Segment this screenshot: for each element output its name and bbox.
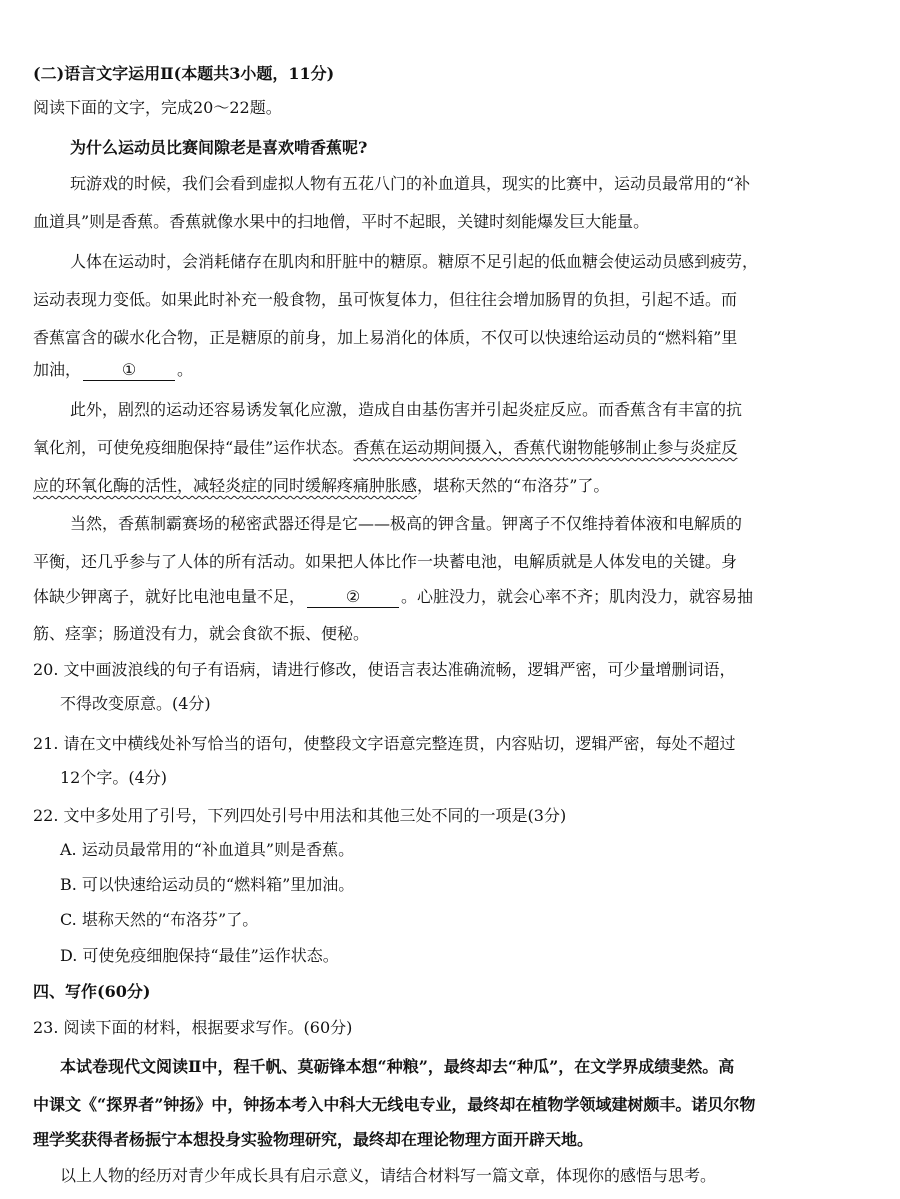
section-heading: (二)语言文字运用Ⅱ(本题共3小题，11分)	[33, 64, 335, 83]
option-b: B. 可以快速给运动员的“燃料箱”里加油。	[60, 875, 355, 894]
material-line: 理学奖获得者杨振宁本想投身实验物理研究，最终却在理论物理方面开辟天地。	[33, 1130, 594, 1149]
passage-text: 。心脏没力，就会心率不齐；肌肉没力，就容易抽	[401, 587, 754, 606]
passage-text: 体缺少钾离子，就好比电池电量不足，	[33, 587, 306, 606]
passage-title: 为什么运动员比赛间隙老是喜欢啃香蕉呢?	[70, 138, 368, 157]
writing-prompt: 以上人物的经历对青少年成长具有启示意义，请结合材料写一篇文章，体现你的感悟与思考。	[60, 1166, 717, 1185]
wavy-underlined-sentence: 应的环氧化酶的活性，减轻炎症的同时缓解疼痛肿胀感	[33, 476, 418, 495]
passage-text: 氧化剂，可使免疫细胞保持“最佳”运作状态。	[33, 438, 354, 457]
passage-line-with-blank	[33, 358, 193, 382]
question-23: 23. 阅读下面的材料，根据要求写作。(60分)	[33, 1018, 353, 1037]
passage-line: 香蕉富含的碳水化合物，正是糖原的前身，加上易消化的体质，不仅可以快速给运动员的“燃料箱”里	[33, 328, 738, 347]
passage-line: 当然，香蕉制霸赛场的秘密武器还得是它——极高的钾含量。钾离子不仅维持着体液和电解质的	[70, 514, 743, 533]
material-line: 本试卷现代文阅读Ⅱ中，程千帆、莫砺锋本想“种粮”，最终却去“种瓜”，在文学界成绩斐然。高	[60, 1057, 735, 1076]
passage-text: 加油，	[33, 360, 82, 379]
passage-text: 。	[177, 360, 194, 379]
fill-blank-2: ②	[307, 587, 399, 608]
passage-line: 血道具”则是香蕉。香蕉就像水果中的扫地僧，平时不起眼，关键时刻能爆发巨大能量。	[33, 212, 650, 231]
option-d: D. 可使免疫细胞保持“最佳”运作状态。	[60, 946, 339, 965]
passage-line: 人体在运动时，会消耗储存在肌肉和肝脏中的糖原。糖原不足引起的低血糖会使运动员感到疲劳，	[70, 252, 759, 271]
passage-line: 此外，剧烈的运动还容易诱发氧化应激，造成自由基伤害并引起炎症反应。而香蕉含有丰富的抗	[70, 400, 743, 419]
passage-line	[33, 474, 609, 498]
question-21-cont: 12个字。(4分)	[60, 768, 168, 787]
passage-line-with-blank	[33, 585, 753, 609]
question-20: 20. 文中画波浪线的句子有语病，请进行修改，使语言表达准确流畅，逻辑严密，可少量增删词语，	[33, 660, 736, 679]
passage-text: ，堪称天然的“布洛芬”了。	[417, 476, 610, 495]
question-22: 22. 文中多处用了引号，下列四处引号中用法和其他三处不同的一项是(3分)	[33, 806, 567, 825]
question-21: 21. 请在文中横线处补写恰当的语句，使整段文字语意完整连贯，内容贴切，逻辑严密，每处不超过	[33, 734, 736, 753]
option-a: A. 运动员最常用的“补血道具”则是香蕉。	[60, 840, 355, 859]
question-20-cont: 不得改变原意。(4分)	[60, 694, 211, 713]
fill-blank-1: ①	[83, 360, 175, 381]
wavy-underlined-sentence: 香蕉在运动期间摄入，香蕉代谢物能够制止参与炎症反	[353, 438, 738, 457]
passage-line	[33, 436, 737, 460]
passage-line: 平衡，还几乎参与了人体的所有活动。如果把人体比作一块蓄电池，电解质就是人体发电的关键。身	[33, 552, 738, 571]
material-line: 中课文《“探界者”钟扬》中，钟扬本考入中科大无线电专业，最终却在植物学领域建树颇丰。诺贝尔物	[33, 1095, 756, 1114]
option-c: C. 堪称天然的“布洛芬”了。	[60, 910, 259, 929]
instruction-text: 阅读下面的文字，完成20～22题。	[33, 98, 282, 117]
passage-line: 运动表现力变低。如果此时补充一般食物，虽可恢复体力，但往往会增加肠胃的负担，引起不适。而	[33, 290, 738, 309]
section-heading: 四、写作(60分)	[33, 982, 151, 1001]
passage-line: 筋、痉挛；肠道没有力，就会食欲不振、便秘。	[33, 624, 370, 643]
passage-line: 玩游戏的时候，我们会看到虚拟人物有五花八门的补血道具，现实的比赛中，运动员最常用的“补	[70, 174, 751, 193]
